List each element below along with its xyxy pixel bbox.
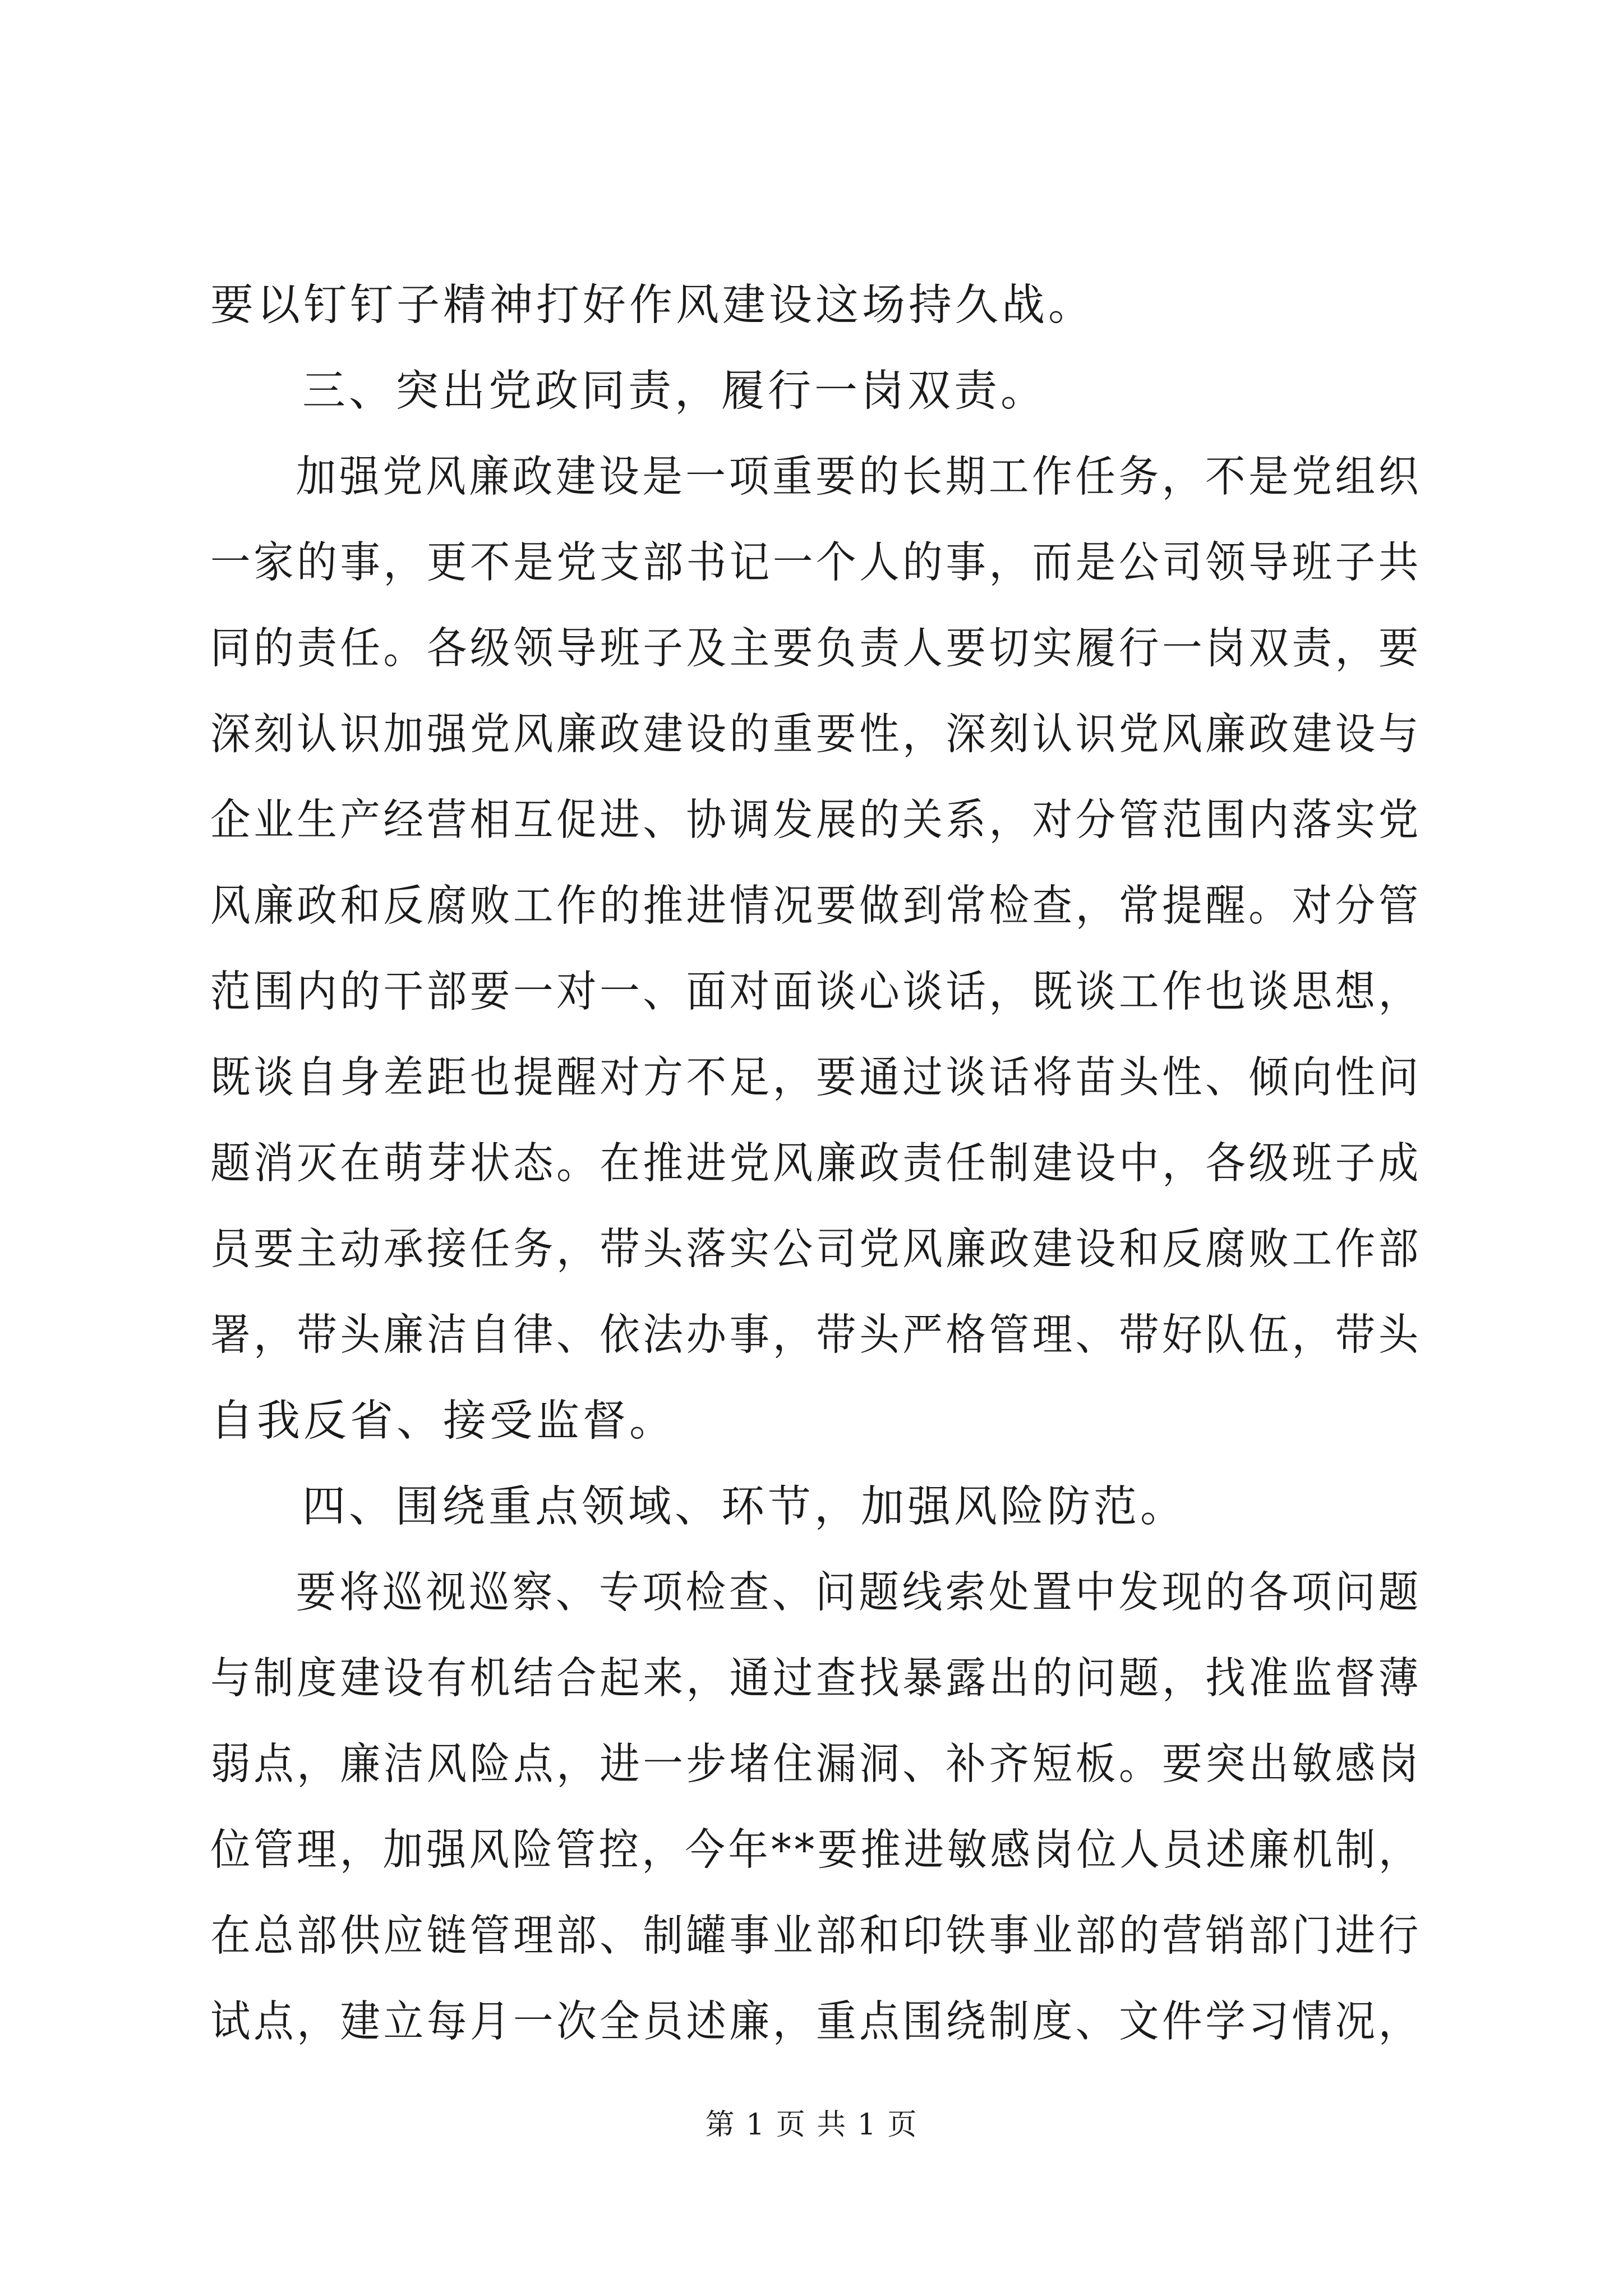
- document-body: [210, 263, 1422, 2065]
- text-line: 署，带头廉洁自律、依法办事，带头严格管理、带好队伍，带头: [210, 1310, 1422, 1360]
- text-line: 范围内的干部要一对一、面对面谈心谈话，既谈工作也谈思想，: [210, 967, 1422, 1017]
- text-line: 在总部供应链管理部、制罐事业部和印铁事业部的营销部门进行: [210, 1911, 1422, 1961]
- text-line: 要将巡视巡察、专项检查、问题线索处置中发现的各项问题: [296, 1568, 1422, 1618]
- text-line: 同的责任。各级领导班子及主要负责人要切实履行一岗双责，要: [210, 624, 1422, 674]
- text-line: 自我反省、接受监督。: [210, 1396, 676, 1446]
- text-line: 试点，建立每月一次全员述廉，重点围绕制度、文件学习情况，: [210, 1997, 1422, 2047]
- text-line: 既谈自身差距也提醒对方不足，要通过谈话将苗头性、倾向性问: [210, 1053, 1422, 1103]
- page-footer: 第 1 页 共 1 页: [705, 2108, 918, 2142]
- text-line: 要以钉钉子精神打好作风建设这场持久战。: [210, 280, 1095, 330]
- text-line: 与制度建设有机结合起来，通过查找暴露出的问题，找准监督薄: [210, 1654, 1422, 1704]
- text-line: 位管理，加强风险管控，今年**要推进敏感岗位人员述廉机制，: [210, 1825, 1422, 1875]
- text-line: 三、突出党政同责，履行一岗双责。: [302, 366, 1047, 416]
- text-line: 员要主动承接任务，带头落实公司党风廉政建设和反腐败工作部: [210, 1225, 1422, 1274]
- text-line: 一家的事，更不是党支部书记一个人的事，而是公司领导班子共: [210, 538, 1422, 588]
- text-line: 弱点，廉洁风险点，进一步堵住漏洞、补齐短板。要突出敏感岗: [210, 1740, 1422, 1789]
- text-line: 题消灭在萌芽状态。在推进党风廉政责任制建设中，各级班子成: [210, 1139, 1422, 1189]
- text-line: 企业生产经营相互促进、协调发展的关系，对分管范围内落实党: [210, 795, 1422, 845]
- text-line: 风廉政和反腐败工作的推进情况要做到常检查，常提醒。对分管: [210, 881, 1422, 931]
- text-line: 四、围绕重点领域、环节，加强风险防范。: [302, 1482, 1187, 1532]
- text-line: 深刻认识加强党风廉政建设的重要性，深刻认识党风廉政建设与: [210, 710, 1422, 760]
- text-line: 加强党风廉政建设是一项重要的长期工作任务，不是党组织: [296, 452, 1422, 502]
